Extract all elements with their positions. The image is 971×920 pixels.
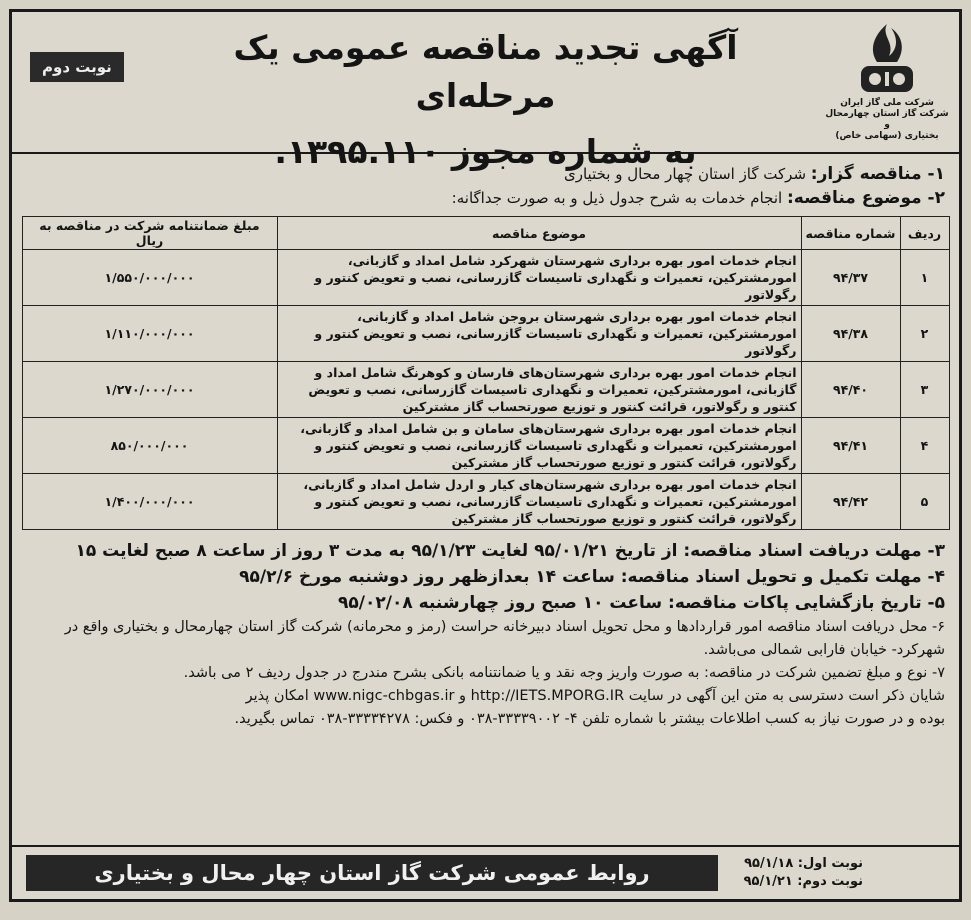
publication-dates (744, 855, 863, 891)
cell-amount: ۱/۵۵۰/۰۰۰/۰۰۰ (22, 250, 277, 306)
item-2-text: انجام خدمات به شرح جدول ذیل و به صورت جداگانه: (451, 189, 783, 207)
table-row (22, 474, 949, 530)
table-header-row (22, 217, 949, 250)
cell-number: ۹۴/۴۱ (801, 418, 900, 474)
cell-row: ۴ (900, 418, 949, 474)
gas-flame-icon (851, 20, 923, 98)
item-1-label: ۱- مناقصه گزار: (810, 164, 945, 184)
item-3: ۳- مهلت دریافت اسناد مناقصه: از تاریخ ۹۵/۰۱/۲۱ لغایت ۹۵/۱/۲۳ به مدت ۳ روز از ساعت ۸ صبح لغایت ۱۵ (75, 541, 945, 561)
title-line-2: به شماره مجوز ۱۳۹۵.۱۱۰. (274, 132, 697, 171)
cell-number: ۹۴/۳۸ (801, 306, 900, 362)
item-5: ۵- تاریخ بازگشایی پاکات مناقصه: ساعت ۱۰ صبح روز چهارشنبه ۹۵/۰۲/۰۸ (338, 593, 945, 613)
tender-notice (9, 9, 962, 902)
cell-number: ۹۴/۴۰ (801, 362, 900, 418)
table-row (22, 362, 949, 418)
first-round-date: نوبت اول: ۹۵/۱/۱۸ (744, 856, 863, 871)
notice-footer (12, 845, 959, 899)
cell-subject: انجام خدمات امور بهره برداری شهرستان‌های کیار و اردل شامل امداد و گازبانی، امورمشترکین، تعمیرات و نگهداری تاسیسات گازرسانی، نصب و تعویض کنتور و رگولاتور، قرائت کنتور و توزیع صورتحساب گاز مشترکین (277, 474, 801, 530)
tender-table (22, 216, 950, 530)
contact-note: بوده و در صورت نیاز به کسب اطلاعات بیشتر با شماره تلفن ۴- ۳۳۳۳۹۰۰۲-۰۳۸ و فکس: ۳۳۳۳۴۲۷۸-۰۳۸ تماس بگیرید. (234, 711, 945, 727)
table-row (22, 250, 949, 306)
second-round-date: نوبت دوم: ۹۵/۱/۲۱ (743, 874, 863, 889)
round-badge: نوبت دوم (30, 52, 124, 82)
cell-amount: ۱/۱۱۰/۰۰۰/۰۰۰ (22, 306, 277, 362)
item-2-label: ۲- موضوع مناقصه: (786, 188, 945, 208)
notice-title (162, 24, 809, 178)
logo-caption-3: بختیاری (سهامی خاص) (835, 131, 939, 141)
company-logo (823, 20, 951, 144)
cell-row: ۲ (900, 306, 949, 362)
header-subject: موضوع مناقصه (277, 217, 801, 250)
logo-caption-1: شرکت ملی گاز ایران (840, 98, 934, 108)
title-line-1: آگهی تجدید مناقصه عمومی یک مرحله‌ای (233, 28, 738, 115)
cell-row: ۱ (900, 250, 949, 306)
cell-subject: انجام خدمات امور بهره برداری شهرستان‌های سامان و بن شامل امداد و گازبانی، امورمشترکین، تعمیرات و نگهداری تاسیسات گازرسانی، نصب و تعویض کنتور و رگولاتور، قرائت کنتور و توزیع صورتحساب گاز مشترکین (277, 418, 801, 474)
header-amount: مبلغ ضمانتنامه شرکت در مناقصه به ریال (22, 217, 277, 250)
item-4: ۴- مهلت تکمیل و تحویل اسناد مناقصه: ساعت ۱۴ بعدازظهر روز دوشنبه مورخ ۹۵/۲/۶ (239, 567, 945, 587)
notice-header (12, 12, 959, 171)
cell-row: ۳ (900, 362, 949, 418)
cell-row: ۵ (900, 474, 949, 530)
item-7: ۷- نوع و مبلغ تضمین شرکت در مناقصه: به صورت واریز وجه نقد و یا ضمانتنامه بانکی بشرح مندرج در جدول ردیف ۲ می باشد. (183, 665, 945, 681)
website-note: شایان ذکر است دسترسی به متن این آگهی در سایت http://IETS.MPORG.IR و www.nigc-chbgas.ir امکان پذیر (245, 688, 945, 704)
header-row: ردیف (900, 217, 949, 250)
cell-subject: انجام خدمات امور بهره برداری شهرستان بروجن شامل امداد و گازبانی، امورمشترکین، تعمیرات و نگهداری تاسیسات گازرسانی، نصب و تعویض کنتور و رگولاتور (277, 306, 801, 362)
public-relations-band: روابط عمومی شرکت گاز استان چهار محال و بختیاری (26, 855, 718, 891)
cell-number: ۹۴/۳۷ (801, 250, 900, 306)
cell-number: ۹۴/۴۲ (801, 474, 900, 530)
cell-amount: ۸۵۰/۰۰۰/۰۰۰ (22, 418, 277, 474)
cell-amount: ۱/۴۰۰/۰۰۰/۰۰۰ (22, 474, 277, 530)
item-2 (12, 186, 959, 210)
table-row (22, 418, 949, 474)
cell-subject: انجام خدمات امور بهره برداری شهرستان‌های فارسان و کوهرنگ شامل امداد و گازبانی، امورمشترکین، تعمیرات و نگهداری تاسیسات گازرسانی، نصب و تعویض کنتور و رگولاتور، قرائت کنتور و توزیع صورتحساب گاز مشترکین (277, 362, 801, 418)
cell-amount: ۱/۲۷۰/۰۰۰/۰۰۰ (22, 362, 277, 418)
logo-caption-2: شرکت گاز استان چهارمحال و (825, 109, 949, 130)
item-1-text: شرکت گاز استان چهار محال و بختیاری (563, 165, 807, 183)
header-number: شماره مناقصه (801, 217, 900, 250)
cell-subject: انجام خدمات امور بهره برداری شهرستان شهرکرد شامل امداد و گازبانی، امورمشترکین، تعمیرات و نگهداری تاسیسات گازرسانی، نصب و تعویض کنتور و رگولاتور (277, 250, 801, 306)
table-row (22, 306, 949, 362)
item-6: ۶- محل دریافت اسناد مناقصه امور قراردادها و محل تحویل اسناد دبیرخانه حراست (رمز و محرمانه) شرکت گاز استان چهارمحال و بختیاری واقع در شهرکرد- خیابان فارابی شمالی می‌باشد. (64, 619, 945, 658)
